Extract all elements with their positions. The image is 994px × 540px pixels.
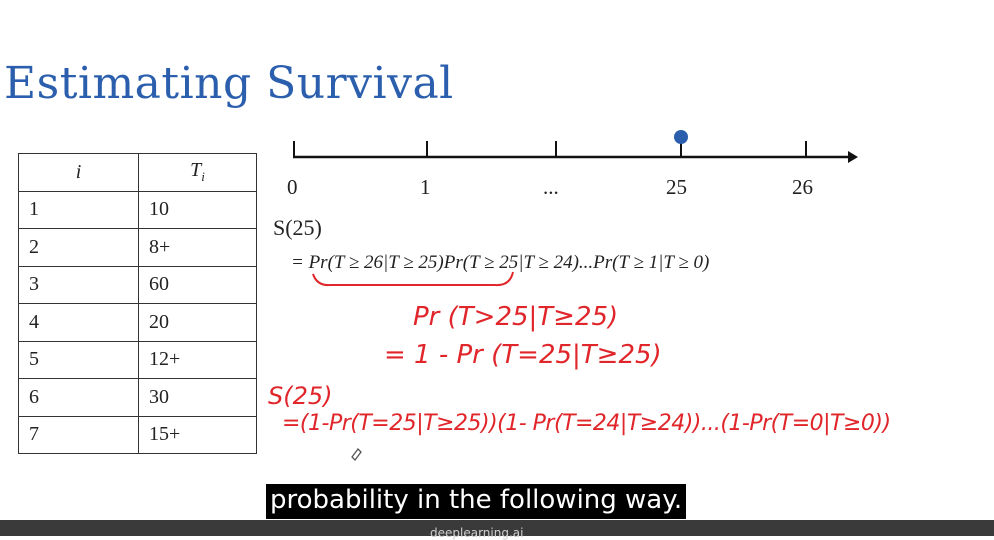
timeline-marker-dot xyxy=(674,130,688,144)
table-row: 2 8+ xyxy=(19,229,257,267)
table-row: 1 10 xyxy=(19,191,257,229)
table-row: 3 60 xyxy=(19,266,257,304)
formula-rhs: = Pr(T ≥ 26|T ≥ 25)Pr(T ≥ 25|T ≥ 24)...Pr(T ≥ 1|T ≥ 0) xyxy=(291,252,710,273)
timeline-label-25: 25 xyxy=(666,175,687,199)
slide-title: Estimating Survival xyxy=(4,58,454,109)
timeline-label-1: 1 xyxy=(420,175,431,199)
table-row: 7 15+ xyxy=(19,416,257,454)
timeline-arrow-icon xyxy=(848,151,858,163)
timeline-label-ellipsis: ... xyxy=(543,175,559,199)
handwritten-line-1: Pr (T>25|T≥25) xyxy=(413,302,619,332)
pencil-cursor-icon xyxy=(352,449,361,460)
formula-lhs: S(25) xyxy=(273,215,322,240)
table-row: 6 30 xyxy=(19,379,257,417)
subtitle-caption: probability in the following way. xyxy=(266,484,686,519)
table-row: 5 12+ xyxy=(19,341,257,379)
header-i: i xyxy=(19,154,139,192)
timeline-label-26: 26 xyxy=(792,175,813,199)
handwritten-line-4: =(1-Pr(T=25|T≥25))(1- Pr(T=24|T≥24))...(1-Pr(T=0|T≥0)) xyxy=(282,411,891,436)
handwritten-line-2: = 1 - Pr (T=25|T≥25) xyxy=(384,340,662,370)
table-row: 4 20 xyxy=(19,304,257,342)
handwritten-line-3: S(25) xyxy=(268,382,333,410)
header-ti: $T_i$ xyxy=(139,154,257,192)
timeline-label-0: 0 xyxy=(287,175,298,199)
brand-watermark: deeplearning.ai xyxy=(430,526,524,540)
